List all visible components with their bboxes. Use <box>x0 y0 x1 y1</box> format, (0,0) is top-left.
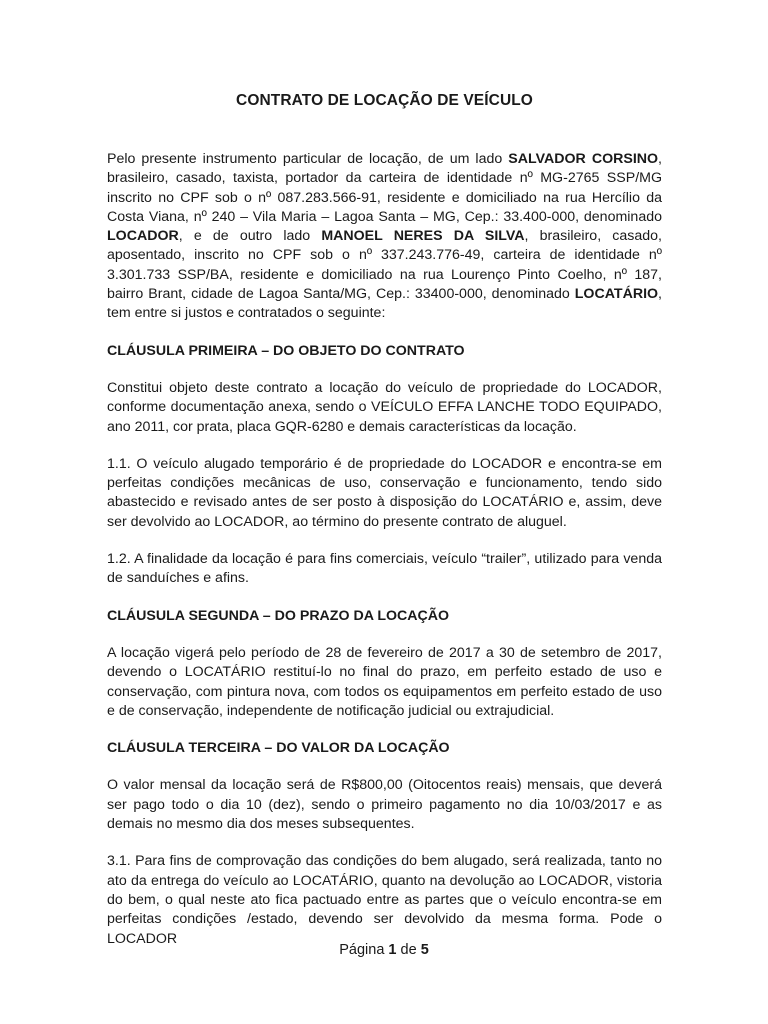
footer-middle: de <box>396 942 421 958</box>
total-page-count: 5 <box>420 942 429 958</box>
footer-prefix: Página <box>339 942 389 958</box>
intro-text-5: , tem entre si justos e contratados o seguinte: <box>107 286 662 322</box>
locador-label: LOCADOR <box>107 228 179 245</box>
clause1-item-1-1: 1.1. O veículo alugado temporário é de propriedade do LOCADOR e encontra-se em perfeitas condições mecânicas de uso, conservação e funcionamento, tendo sido abastecido e revisado antes de ser posto à disposição do LOCATÁRIO e, assim, deve ser devolvido ao LOCADOR, ao término do presente contrato de aluguel. <box>107 455 662 530</box>
clause2-heading: CLÁUSULA SEGUNDA – DO PRAZO DA LOCAÇÃO <box>107 607 450 624</box>
intro-text-3: , e de outro lado <box>178 228 322 245</box>
page-footer <box>0 942 768 958</box>
clause3-item-3-1: 3.1. Para fins de comprovação das condições do bem alugado, será realizada, tanto no ato da entrega do veículo ao LOCATÁRIO, quanto na devolução ao LOCADOR, vistoria do bem, o qual neste ato fica pactuado entre as partes que o veículo encontra-se em perfeitas condições /estado, devendo ser devolvido da mesma forma. Pode o LOCADOR <box>107 853 662 947</box>
intro-paragraph <box>107 150 662 324</box>
document-title: CONTRATO DE LOCAÇÃO DE VEÍCULO <box>236 92 533 109</box>
clause3-heading: CLÁUSULA TERCEIRA – DO VALOR DA LOCAÇÃO <box>107 740 450 757</box>
clause1-item-1-2: 1.2. A finalidade da locação é para fins comerciais, veículo “trailer”, utilizado para venda de sanduíches e afins. <box>107 551 662 587</box>
clause3-text: O valor mensal da locação será de R$800,00 (Oitocentos reais) mensais, que deverá ser pago todo o dia 10 (dez), sendo o primeiro pagamento no dia 10/03/2017 e as demais no mesmo dia dos meses subsequentes. <box>107 777 662 833</box>
clause1-heading: CLÁUSULA PRIMEIRA – DO OBJETO DO CONTRATO <box>107 342 465 359</box>
locatario-name: MANOEL NERES DA SILVA <box>321 228 525 245</box>
current-page-number: 1 <box>388 942 397 958</box>
clause2-text: A locação vigerá pelo período de 28 de fevereiro de 2017 a 30 de setembro de 2017, devendo o LOCATÁRIO restituí-lo no final do prazo, em perfeito estado de uso e conservação, com pintura nova, com todos os equipamentos em perfeito estado de uso e de conservação, independente de notificação judicial ou extrajudicial. <box>107 644 662 719</box>
clause1-text: Constitui objeto deste contrato a locação do veículo de propriedade do LOCADOR, conforme documentação anexa, sendo o VEÍCULO EFFA LANCHE TODO EQUIPADO, ano 2011, cor prata, placa GQR-6280 e demais características da locação. <box>107 379 662 435</box>
locatario-label: LOCATÁRIO <box>574 286 659 303</box>
locador-name: SALVADOR CORSINO <box>508 151 659 167</box>
intro-text-2: , brasileiro, casado, taxista, portador da carteira de identidade nº MG-2765 SSP/MG inscrito no CPF sob o nº 087.283.566-91, residente e domiciliado na rua Hercílio da Costa Viana, nº 240 – Vila Maria – Lagoa Santa – MG, Cep.: 33.400-000, denominado <box>107 151 662 225</box>
intro-text-4: , brasileiro, casado, aposentado, inscrito no CPF sob o nº 337.243.776-49, carteira de identidade nº 3.301.733 SSP/BA, residente e domiciliado na rua Lourenço Pinto Coelho, nº 187, bairro Brant, cidade de Lagoa Santa/MG, Cep.: 33400-000, denominado <box>107 228 662 303</box>
intro-text-1: Pelo presente instrumento particular de locação, de um lado <box>107 151 509 167</box>
